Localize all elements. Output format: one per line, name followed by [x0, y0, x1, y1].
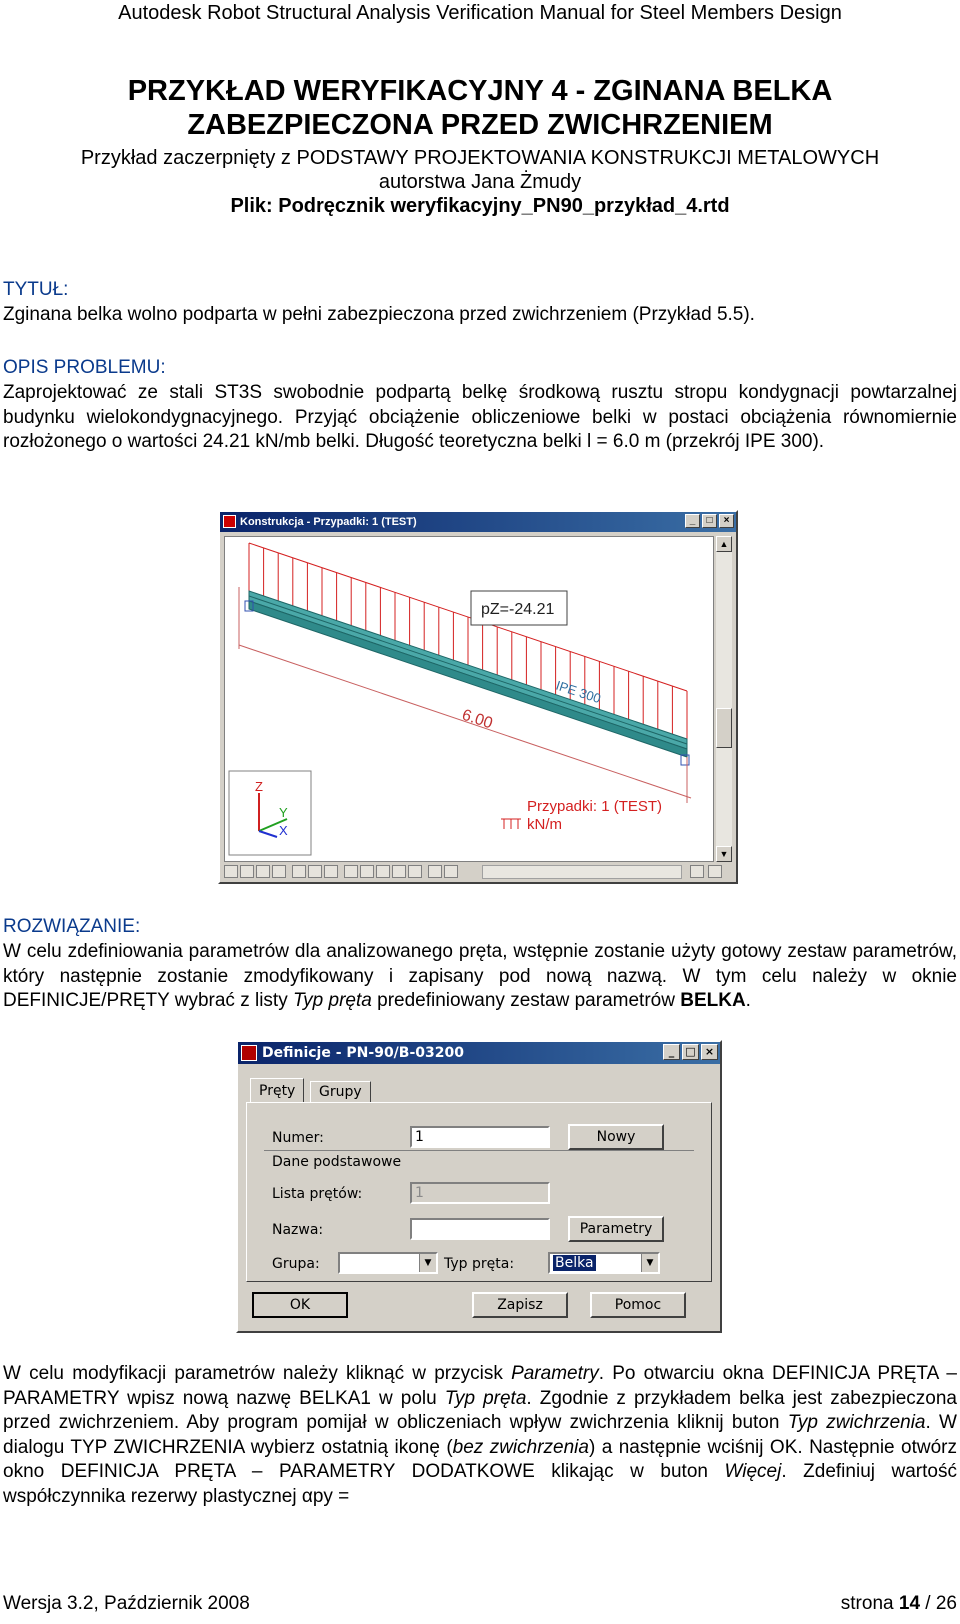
- tytul-label: TYTUŁ:: [3, 279, 69, 300]
- app-icon: [223, 515, 236, 528]
- attributes-icon[interactable]: [376, 865, 390, 878]
- scroll-thumb[interactable]: [716, 708, 732, 748]
- axis-z-label: Z: [255, 779, 263, 794]
- grupa-dropdown[interactable]: [338, 1252, 438, 1274]
- minimize-button[interactable]: _: [663, 1044, 680, 1060]
- display-icon[interactable]: [324, 865, 338, 878]
- footer-page: strona 14 / 26: [840, 1593, 957, 1614]
- ok-button[interactable]: OK: [252, 1292, 348, 1318]
- view-top-icon[interactable]: [240, 865, 254, 878]
- app-icon: [241, 1045, 257, 1061]
- typ-preta-label: Typ pręta:: [444, 1256, 515, 1272]
- group-divider: [264, 1150, 694, 1152]
- parametry-button[interactable]: Parametry: [568, 1216, 664, 1242]
- minimize-button[interactable]: _: [685, 514, 700, 528]
- axis-y-label: Y: [279, 805, 288, 820]
- loads-icon[interactable]: [308, 865, 322, 878]
- dane-podstawowe-label: Dane podstawowe: [272, 1154, 405, 1170]
- nazwa-field[interactable]: [410, 1218, 550, 1240]
- tab-prety[interactable]: Pręty: [250, 1078, 304, 1102]
- shape-icon[interactable]: [360, 865, 374, 878]
- load-legend-icon: [501, 819, 521, 829]
- scroll-up-arrow[interactable]: ▲: [716, 536, 732, 552]
- numer-field[interactable]: 1: [410, 1126, 550, 1148]
- source-line1: Przykład zaczerpnięty z PODSTAWY PROJEKTOWANIA KONSTRUKCJI METALOWYCH: [80, 147, 880, 169]
- running-header: Autodesk Robot Structural Analysis Verification Manual for Steel Members Design: [118, 2, 842, 24]
- source-line2: autorstwa Jana Żmudy: [378, 171, 582, 193]
- tytul-text: Zginana belka wolno podparta w pełni zabezpieczona przed zwichrzeniem (Przykład 5.5).: [3, 304, 755, 325]
- bottom-paragraph: W celu modyfikacji parametrów należy kliknąć w przycisk Parametry. Po otwarciu okna DEFINICJA PRĘTA – PARAMETRY wpisz nową nazwę BELKA1 w polu Typ pręta. Zgodnie z przykładem belka jest zabezpieczona przed zwichrzeniem. Aby program pomijał w obliczeniach wpływ zwichrzenia kliknij buton Typ zwichrzenia. W dialogu TYP ZWICHRZENIA wybierz ostatnią ikonę (bez zwichrzenia) a następnie wciśnij OK. Następnie otwórz okno DEFINICJA PRĘTA – PARAMETRY DODATKOWE klikając w buton Więcej. Zdefiniuj wartość współczynnika rezerwy plastycznej αpy =: [3, 1363, 958, 1507]
- case-label: Przypadki: 1 (TEST): [527, 798, 663, 815]
- view-toolbar: [220, 862, 736, 882]
- zapisz-button[interactable]: Zapisz: [472, 1292, 568, 1318]
- node-numbers-icon[interactable]: [428, 865, 442, 878]
- file-line: Plik: Podręcznik weryfikacyjny_PN90_przykład_4.rtd: [230, 195, 730, 217]
- scroll-down-arrow[interactable]: ▼: [716, 846, 732, 862]
- undo-view-icon[interactable]: [690, 865, 704, 878]
- beam-drawing: [225, 537, 713, 861]
- opis-label: OPIS PROBLEMU:: [3, 357, 166, 378]
- typ-preta-dropdown[interactable]: Belka ▼: [548, 1252, 660, 1274]
- structure-canvas[interactable]: [224, 536, 714, 862]
- page-title-line2: ZABEZPIECZONA PRZED ZWICHRZENIEM: [187, 109, 773, 141]
- supports-icon[interactable]: [292, 865, 306, 878]
- chevron-down-icon[interactable]: ▼: [641, 1254, 658, 1272]
- section-icon[interactable]: [272, 865, 286, 878]
- dialog-title: Definicje - PN-90/B-03200: [262, 1045, 464, 1061]
- grupa-label: Grupa:: [272, 1256, 320, 1272]
- load-label: pZ=-24.21: [481, 601, 555, 618]
- structure-window: [218, 510, 738, 884]
- refresh-icon[interactable]: [408, 865, 422, 878]
- numer-label: Numer:: [272, 1130, 324, 1146]
- zoom-icon[interactable]: [444, 865, 458, 878]
- nowy-button[interactable]: Nowy: [568, 1124, 664, 1150]
- view-3d-icon[interactable]: [224, 865, 238, 878]
- page-title-line1: PRZYKŁAD WERYFIKACYJNY 4 - ZGINANA BELKA: [127, 75, 833, 107]
- maximize-button[interactable]: □: [702, 514, 717, 528]
- chevron-down-icon[interactable]: ▼: [419, 1254, 436, 1272]
- close-button[interactable]: ×: [701, 1044, 718, 1060]
- rozwiazanie-label: ROZWIĄZANIE:: [3, 916, 141, 937]
- section-label: IPE 300: [554, 677, 603, 707]
- close-button[interactable]: ×: [719, 514, 734, 528]
- structure-window-titlebar[interactable]: [220, 512, 736, 532]
- numbers-icon[interactable]: [256, 865, 270, 878]
- redo-view-icon[interactable]: [708, 865, 722, 878]
- opis-text: Zaprojektować ze stali ST3S swobodnie podpartą belkę środkową rusztu stropu kondygnacji powtarzalnej budynku wielokondygnacyjnego. Przyjąć obciążenie obliczeniowe belki w postaci obciążenia równomiernie rozłożonego o wartości 24.21 kN/mb belki. Długość teoretyczna belki l = 6.0 m (przekrój IPE 300).: [3, 382, 957, 452]
- definitions-dialog: [236, 1040, 722, 1333]
- vertical-scrollbar[interactable]: [716, 536, 732, 862]
- tab-grupy[interactable]: Grupy: [310, 1081, 371, 1102]
- nazwa-label: Nazwa:: [272, 1222, 324, 1238]
- pomoc-button[interactable]: Pomoc: [590, 1292, 686, 1318]
- rozwiazanie-text: W celu zdefiniowania parametrów dla analizowanego pręta, wstępnie zostanie użyty gotowy zestaw parametrów, który następnie zostanie zmodyfikowany i zapisany pod nową nazwą. W tym celu należy w oknie DEFINICJE/PRĘTY wybrać z listy Typ pręta predefiniowany zestaw parametrów BELKA.: [3, 941, 957, 1011]
- definitions-dialog-titlebar[interactable]: [238, 1042, 720, 1064]
- unit-label: kN/m: [527, 816, 562, 833]
- lista-pretow-label: Lista prętów:: [272, 1186, 363, 1202]
- footer-version: Wersja 3.2, Październik 2008: [3, 1593, 250, 1614]
- length-label: 6.00: [459, 706, 495, 733]
- horizontal-scrollbar[interactable]: [482, 865, 682, 879]
- grid-icon[interactable]: [392, 865, 406, 878]
- axis-x-label: X: [279, 823, 288, 838]
- maximize-button[interactable]: □: [682, 1044, 699, 1060]
- axis-box: [229, 771, 311, 855]
- filter-icon[interactable]: [344, 865, 358, 878]
- structure-window-title: Konstrukcja - Przypadki: 1 (TEST): [240, 516, 417, 528]
- lista-pretow-field: 1: [410, 1182, 550, 1204]
